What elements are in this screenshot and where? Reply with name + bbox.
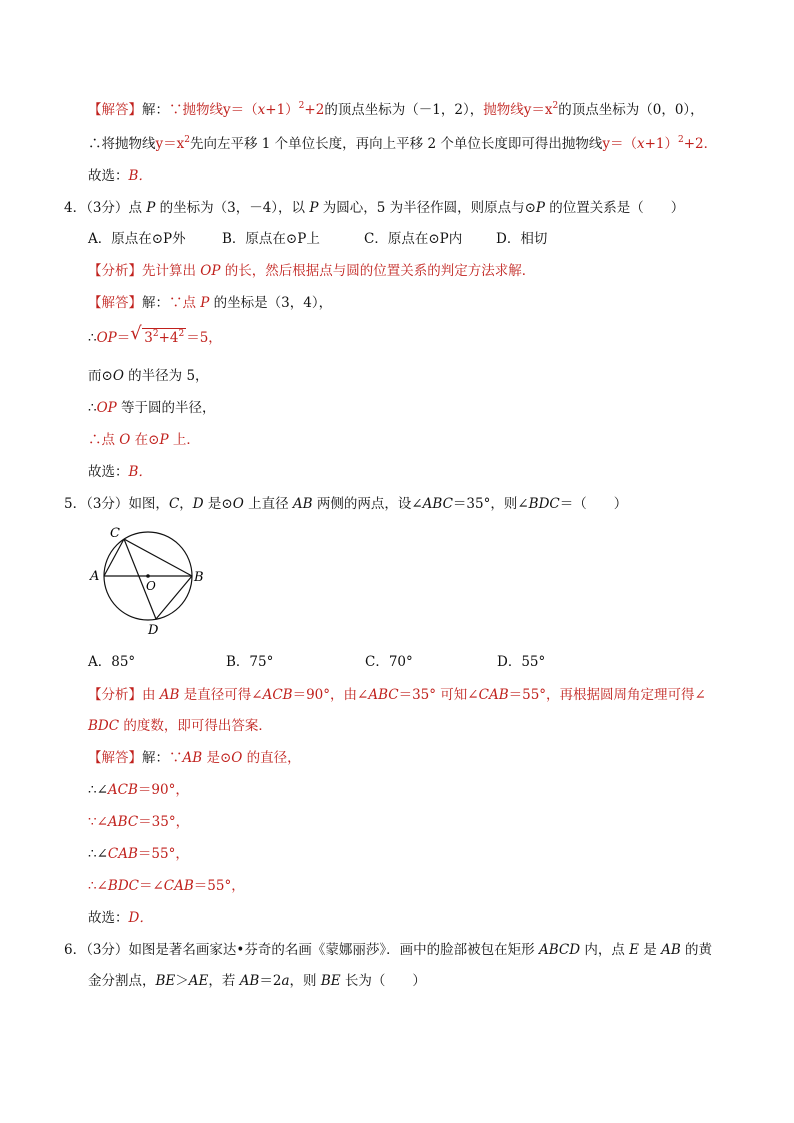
q4-option-d: D．相切 <box>496 231 548 247</box>
q4-option-a: A．原点在⊙P外 <box>88 231 186 247</box>
center-point <box>146 574 150 578</box>
label-b: B <box>194 570 204 585</box>
label-o: O <box>146 579 156 593</box>
q4-analysis: 【分析】先计算出 OP 的长，然后根据点与圆的位置关系的判定方法求解． <box>88 263 536 279</box>
q4-solution-line4: ∴OP 等于圆的半径， <box>88 400 216 416</box>
q6-stem-line2: 金分割点，BE＞AE，若 AB＝2a，则 BE 长为（ ） <box>88 973 426 989</box>
q5-answer: 故选：D． <box>88 910 153 926</box>
label-d: D <box>148 623 159 638</box>
q5-solution-line4: ∴∠CAB＝55°， <box>88 846 189 862</box>
q5-solution-line3: ∵∠ABC＝35°， <box>88 814 190 830</box>
label-a: A <box>90 569 100 584</box>
q4-stem: 4．（3分）点 P 的坐标为（3，－4），以 P 为圆心，5 为半径作圆，则原点与⊙P 的位置关系是（ ） <box>64 200 685 216</box>
q4-option-c: C．原点在⊙P内 <box>364 231 463 247</box>
q5-circle-figure <box>86 524 216 640</box>
q5-solution-line2: ∴∠ACB＝90°， <box>88 782 189 798</box>
label-c: C <box>110 526 120 541</box>
q4-solution-line5: ∴点 O 在⊙P 上． <box>88 432 200 448</box>
q4-solution-line1: 【解答】解：∵点 P 的坐标是（3，4）， <box>88 295 333 311</box>
q3-solution-line1: 【解答】解：∵抛物线$y=(x+1)^2+2$的顶点坐标为（－1，2），抛物线$y=x^2$的顶点坐标为（0，0）， <box>88 101 704 118</box>
segment-cb <box>124 539 192 576</box>
q4-solution-line2: ∴OP＝ √ $3^2+4^2 =5$， <box>88 328 222 349</box>
q5-solution-line5: ∴∠BDC＝∠CAB＝55°， <box>88 878 245 894</box>
q5-option-b: B．75° <box>226 654 274 670</box>
q3-solution-line2: ∴将抛物线$y=x^2$先向左平移 1 个单位长度，再向上平移 2 个单位长度即可得出抛物线$y=(x+1)^2+2$． <box>88 135 718 152</box>
q5-stem: 5．（3分）如图，C，D 是⊙O 上直径 AB 两侧的两点，设∠ABC＝35°，则∠BDC＝（ ） <box>64 496 628 512</box>
q4-solution-line3: 而⊙O 的半径为 5， <box>88 368 209 384</box>
q5-option-a: A．85° <box>88 654 136 670</box>
q4-option-b: B．原点在⊙P上 <box>222 231 320 247</box>
q5-option-d: D．55° <box>497 654 546 670</box>
sqrt-expression: √ $3^2+4^2$ <box>130 328 186 349</box>
q4-answer: 故选：B． <box>88 464 152 480</box>
q5-solution-line1: 【解答】解：∵AB 是⊙O 的直径， <box>88 750 301 766</box>
q6-stem-line1: 6．（3分）如图是著名画家达•芬奇的名画《蒙娜丽莎》．画中的脸部被包在矩形 ABCD 内，点 E 是 AB 的黄 <box>64 942 713 958</box>
q5-analysis-line1: 【分析】由 AB 是直径可得∠ACB＝90°，由∠ABC＝35° 可知∠CAB＝55°，再根据圆周角定理可得∠ <box>88 687 706 703</box>
q5-option-c: C．70° <box>365 654 413 670</box>
segment-ac <box>104 539 124 576</box>
q5-analysis-line2: BDC 的度数，即可得出答案． <box>88 718 272 734</box>
q3-answer: 故选：B． <box>88 168 152 184</box>
